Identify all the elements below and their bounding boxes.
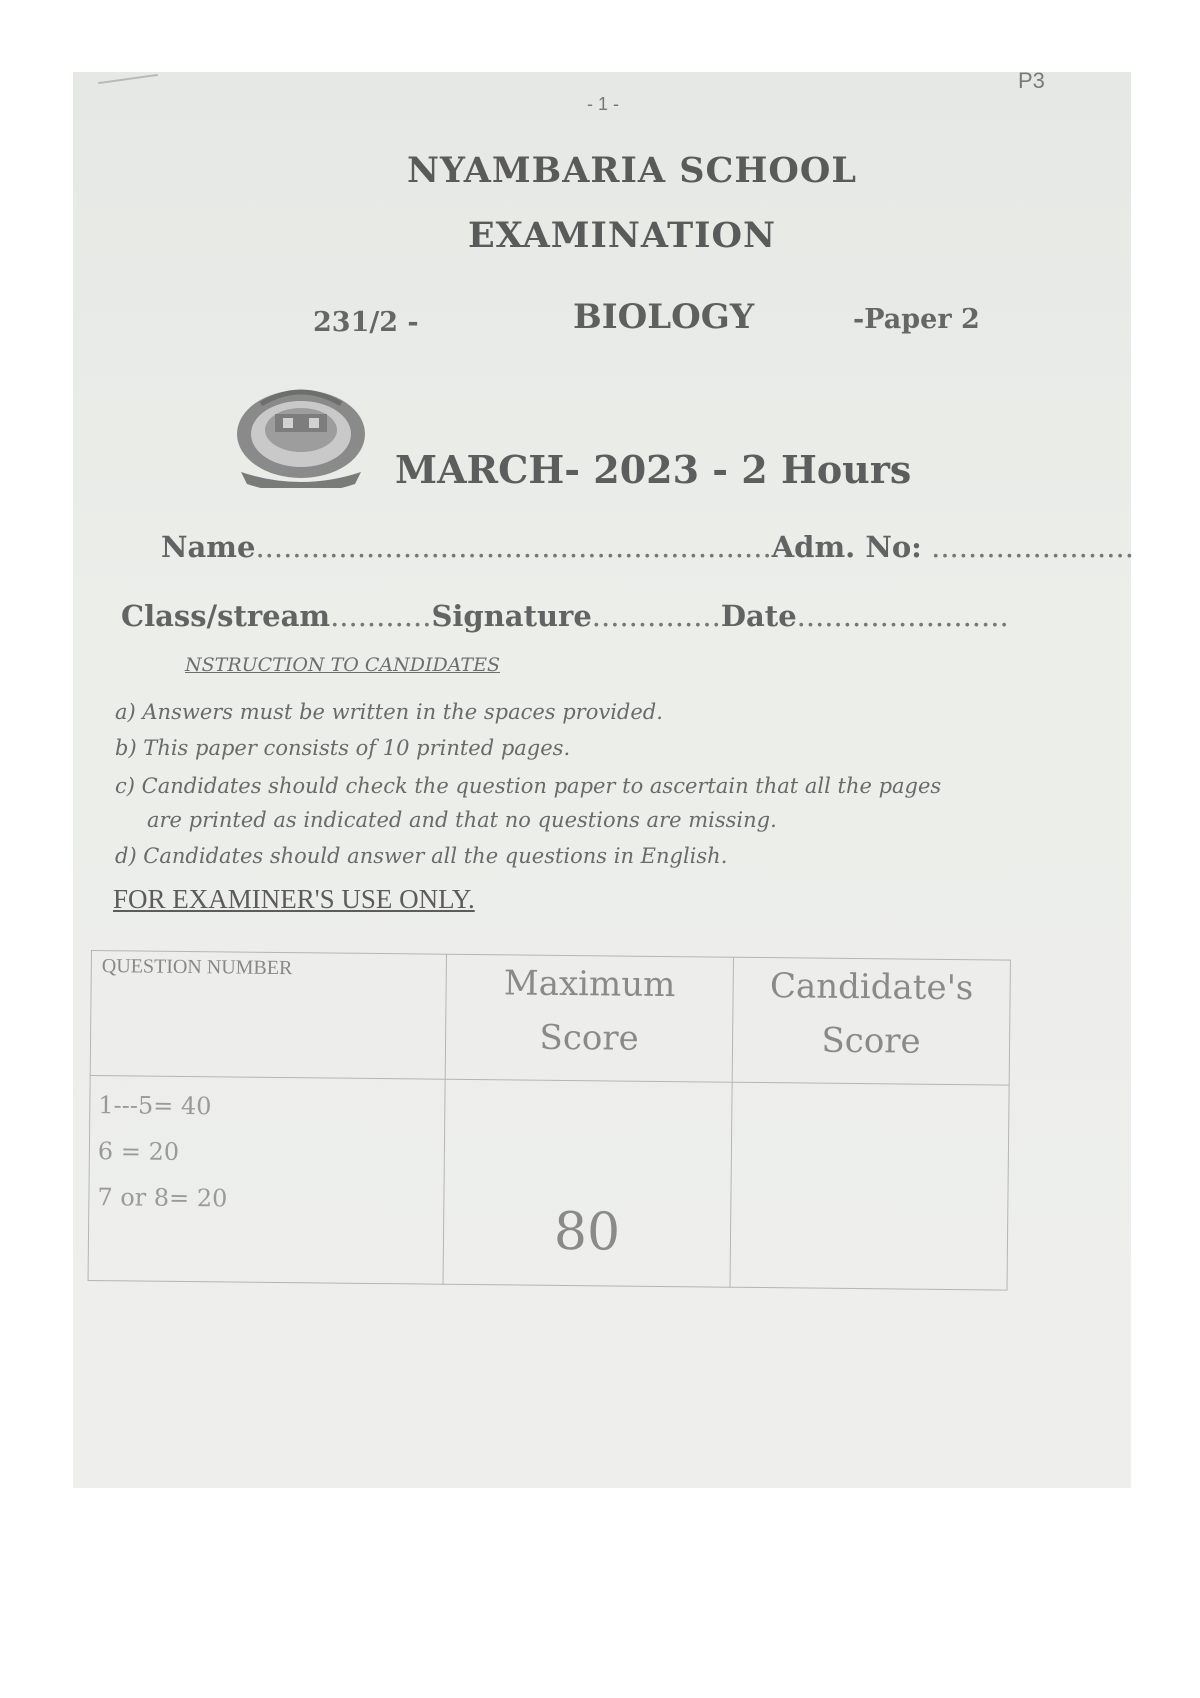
signature-blank[interactable]: .............. (591, 599, 721, 633)
question-row: 1---5= 40 (98, 1091, 212, 1121)
school-crest-logo (231, 384, 371, 488)
header-max-line2: Score (539, 1017, 639, 1059)
examiner-score-table (88, 950, 1011, 1291)
maximum-score-total: 80 (553, 1201, 621, 1263)
header-max-line1: Maximum (503, 963, 676, 1006)
school-name: NYAMBARIA SCHOOL (407, 150, 857, 191)
table-row (88, 1075, 1009, 1290)
candidate-score-cell[interactable] (730, 1082, 1009, 1290)
adm-blank[interactable]: ...................... (921, 530, 1134, 564)
header-maximum-score (445, 954, 733, 1082)
header-cand-line2: Score (821, 1020, 921, 1062)
header-candidate-score (732, 957, 1010, 1085)
examiner-heading: FOR EXAMINER'S USE ONLY. (113, 884, 475, 914)
instruction-item: b) This paper consists of 10 printed pages. (115, 736, 571, 760)
header-cand-line1: Candidate's (769, 966, 974, 1009)
paper-number: -Paper 2 (853, 304, 980, 335)
question-breakdown-cell (88, 1075, 445, 1284)
exam-cover-page (73, 68, 1134, 1488)
date-blank[interactable]: ....................... (796, 599, 1009, 633)
instructions-heading: NSTRUCTION TO CANDIDATES (185, 654, 500, 676)
signature-label: Signature (431, 599, 592, 633)
instruction-item-continued: are printed as indicated and that no questions are missing. (147, 808, 777, 832)
class-blank[interactable]: ........... (330, 599, 432, 633)
instruction-item: c) Candidates should check the question paper to ascertain that all the pages (115, 774, 942, 798)
name-label: Name (161, 530, 256, 564)
class-signature-date-row (121, 599, 1009, 633)
table-header-row (90, 951, 1010, 1086)
pen-mark (98, 74, 158, 84)
name-blank[interactable]: ........................................................ (255, 530, 772, 564)
exam-date-duration: MARCH- 2023 - 2 Hours (395, 447, 912, 492)
date-label: Date (720, 599, 797, 633)
subject-title: BIOLOGY (573, 297, 755, 337)
page-number: - 1 - (586, 94, 619, 114)
name-adm-row (161, 530, 1134, 564)
corner-handwritten-mark: P3 (1018, 68, 1045, 93)
question-row: 6 = 20 (97, 1137, 180, 1166)
exam-title: EXAMINATION (468, 215, 776, 256)
header-question-number: QUESTION NUMBER (90, 951, 446, 1080)
adm-label: Adm. No: (771, 530, 922, 564)
question-row: 7 or 8= 20 (97, 1183, 228, 1213)
paper-code: 231/2 - (313, 307, 419, 338)
instruction-item: d) Candidates should answer all the questions in English. (115, 844, 728, 868)
class-label: Class/stream (121, 599, 331, 633)
instruction-item: a) Answers must be written in the spaces provided. (115, 700, 663, 724)
maximum-score-cell (443, 1079, 732, 1287)
